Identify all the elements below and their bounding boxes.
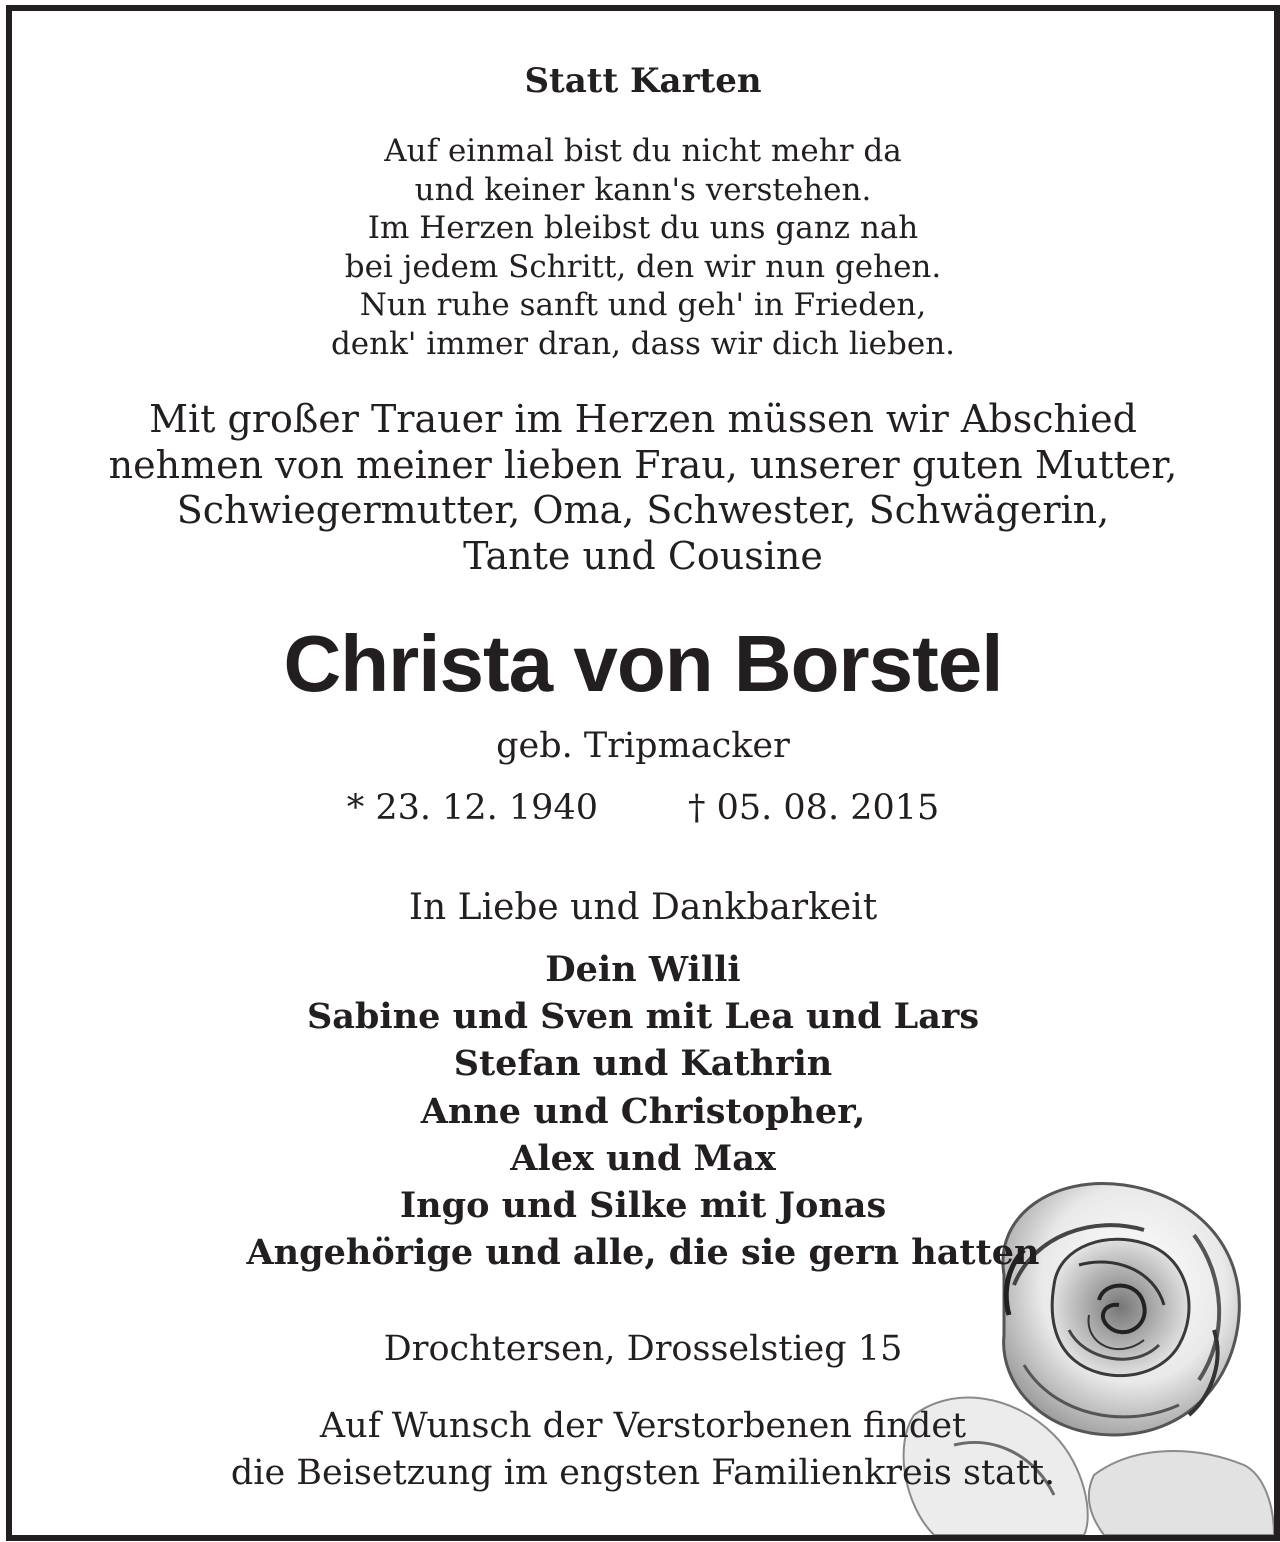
birth-date: * 23. 12. 1940	[346, 788, 598, 828]
maiden-name: geb. Tripmacker	[496, 726, 790, 766]
notice-content	[12, 11, 1274, 1535]
family-line: Alex und Max	[510, 1137, 776, 1179]
poem-line: Nun ruhe sanft und geh' in Frieden,	[359, 287, 927, 323]
poem-line: Im Herzen bleibst du uns ganz nah	[367, 210, 919, 246]
obituary-notice	[6, 5, 1280, 1541]
deceased-name: Christa von Borstel	[283, 619, 1003, 708]
poem-line: bei jedem Schritt, den wir nun gehen.	[344, 248, 942, 285]
family-line: Anne und Christopher,	[420, 1090, 866, 1132]
funeral-line: die Beisetzung im engsten Familienkreis statt.	[230, 1453, 1056, 1493]
family-signatures	[12, 946, 1274, 1276]
family-line: Ingo und Silke mit Jonas	[399, 1185, 887, 1227]
intro-line: Mit großer Trauer im Herzen müssen wir Abschied	[149, 397, 1137, 441]
family-line: Angehörige und alle, die sie gern hatten	[246, 1232, 1040, 1274]
funeral-line: Auf Wunsch der Verstorbenen findet	[319, 1406, 967, 1446]
life-dates	[12, 788, 1274, 828]
address: Drochtersen, Drosselstieg 15	[383, 1329, 903, 1369]
funeral-note	[12, 1403, 1274, 1497]
intro-line: nehmen von meiner lieben Frau, unserer guten Mutter,	[108, 442, 1178, 487]
family-line: Stefan und Kathrin	[453, 1043, 833, 1085]
poem	[12, 132, 1274, 363]
intro-text	[12, 397, 1274, 579]
family-line: Dein Willi	[545, 949, 741, 990]
intro-line: Schwiegermutter, Oma, Schwester, Schwägerin,	[176, 488, 1110, 532]
death-date: † 05. 08. 2015	[688, 788, 940, 828]
notice-heading: Statt Karten	[524, 61, 762, 101]
poem-line: und keiner kann's verstehen.	[414, 171, 872, 208]
intro-line: Tante und Cousine	[463, 533, 823, 578]
family-line: Sabine und Sven mit Lea und Lars	[306, 996, 980, 1038]
thanks-line: In Liebe und Dankbarkeit	[408, 887, 878, 928]
poem-line: denk' immer dran, dass wir dich lieben.	[330, 325, 956, 362]
poem-line: Auf einmal bist du nicht mehr da	[384, 133, 902, 169]
